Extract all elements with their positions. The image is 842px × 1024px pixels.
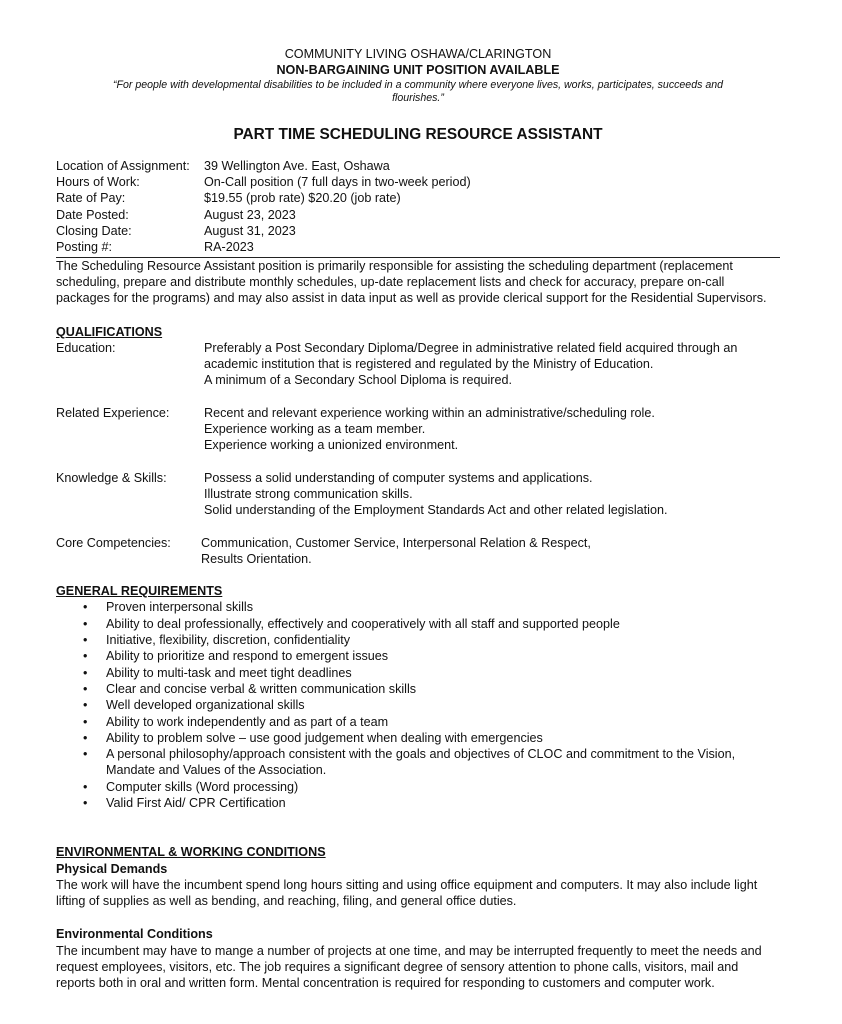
qualification-line: Preferably a Post Secondary Diploma/Degree in administrative related field acquired through an academic institution that is registered and regulated by the Ministry of Education. (204, 340, 738, 372)
list-item-text: Ability to work independently and as part of a team (106, 714, 389, 729)
list-item-text: Ability to problem solve – use good judgement when dealing with emergencies (106, 730, 543, 745)
list-item (56, 730, 780, 746)
qualification-line: Communication, Customer Service, Interpersonal Relation & Respect, Results Orientation. (201, 535, 591, 566)
qualification-line: A minimum of a Secondary School Diploma is required. (204, 373, 512, 388)
qualification-education (56, 340, 780, 389)
list-item-text: Clear and concise verbal & written communication skills (106, 681, 417, 696)
list-item (56, 779, 780, 795)
list-item (56, 616, 780, 632)
qualification-line: Illustrate strong communication skills. (204, 486, 413, 501)
list-item-text: Initiative, flexibility, discretion, confidentiality (106, 633, 351, 648)
list-item (56, 648, 780, 664)
detail-value: RA-2023 (204, 240, 254, 255)
physical-demands-heading: Physical Demands (56, 861, 168, 876)
detail-row (56, 158, 780, 174)
qualification-value (201, 535, 631, 568)
environmental-heading: ENVIRONMENTAL & WORKING CONDITIONS (56, 845, 326, 860)
detail-value: 39 Wellington Ave. East, Oshawa (204, 158, 390, 173)
list-item (56, 714, 780, 730)
physical-demands-text: The work will have the incumbent spend long hours sitting and using office equipment and computers. It may also include light lifting of supplies as well as bending, and reaching, filing, and general office duties. (56, 877, 758, 909)
org-name: COMMUNITY LIVING OSHAWA/CLARINGTON (284, 47, 552, 61)
motto (56, 79, 780, 105)
bullet-icon: • (83, 730, 88, 745)
qualification-value (204, 405, 780, 454)
list-item-text: Valid First Aid/ CPR Certification (106, 795, 286, 810)
qualification-line: Solid understanding of the Employment Standards Act and other related legislation. (204, 503, 668, 518)
list-item (56, 632, 780, 648)
bullet-icon: • (83, 633, 88, 648)
qualification-line: Recent and relevant experience working within an administrative/scheduling role. (204, 405, 655, 420)
bullet-icon: • (83, 795, 88, 810)
qualifications-heading: QUALIFICATIONS (56, 324, 163, 339)
motto-line-2: flourishes.” (392, 91, 444, 104)
bullet-icon: • (83, 747, 88, 762)
environmental-conditions-heading: Environmental Conditions (56, 927, 213, 942)
list-item-text: Ability to prioritize and respond to emergent issues (106, 649, 389, 664)
detail-row (56, 239, 780, 255)
qualification-knowledge-skills (56, 470, 780, 519)
bullet-icon: • (83, 600, 88, 615)
bullet-icon: • (83, 681, 88, 696)
list-item (56, 746, 780, 779)
qualification-line: Experience working a unionized environment. (204, 438, 459, 453)
detail-label: Rate of Pay: (56, 191, 126, 206)
list-item (56, 681, 780, 697)
qualification-label: Related Experience: (56, 405, 170, 420)
detail-row (56, 223, 780, 239)
bullet-icon: • (83, 665, 88, 680)
bullet-icon: • (83, 779, 88, 794)
detail-row (56, 174, 780, 190)
detail-label: Closing Date: (56, 224, 132, 239)
bullet-icon: • (83, 616, 88, 631)
detail-row (56, 207, 780, 223)
bullet-icon: • (83, 714, 88, 729)
list-item (56, 599, 780, 615)
list-item-text: Ability to multi-task and meet tight deadlines (106, 665, 352, 680)
qualification-label: Core Competencies: (56, 535, 171, 550)
qualification-label: Knowledge & Skills: (56, 470, 167, 485)
job-posting-page (56, 46, 780, 992)
job-title: PART TIME SCHEDULING RESOURCE ASSISTANT (233, 125, 603, 143)
motto-line-1: “For people with developmental disabilities to be included in a community where everyone lives, works, participates, succeeds and (112, 78, 724, 91)
detail-value: On-Call position (7 full days in two-week period) (204, 175, 471, 190)
detail-label: Location of Assignment: (56, 158, 190, 173)
detail-label: Posting #: (56, 240, 113, 255)
detail-value: August 31, 2023 (204, 224, 296, 239)
qualification-value (204, 470, 780, 519)
detail-label: Date Posted: (56, 207, 129, 222)
list-item-text: Ability to deal professionally, effectively and cooperatively with all staff and supported people (106, 616, 620, 631)
detail-value: $19.55 (prob rate) $20.20 (job rate) (204, 191, 401, 206)
list-item-text: A personal philosophy/approach consistent with the goals and objectives of CLOC and commitment to the Vision, Mandate and Values of the Association. (106, 747, 736, 778)
requirements-list (56, 599, 780, 811)
position-summary: The Scheduling Resource Assistant position is primarily responsible for assisting the scheduling department (replacement scheduling, prepare and distribute monthly schedules, up-date replacement lists and check for accuracy, prepare on-call packages for the programs) and may also assist in data input as well as provide clerical support for the Residential Supervisors. (56, 258, 767, 306)
list-item-text: Well developed organizational skills (106, 698, 305, 713)
posting-details (56, 158, 780, 256)
detail-label: Hours of Work: (56, 175, 140, 190)
qualification-line: Experience working as a team member. (204, 422, 426, 437)
qualification-value (204, 340, 780, 389)
list-item-text: Computer skills (Word processing) (106, 779, 299, 794)
detail-row (56, 190, 780, 206)
list-item-text: Proven interpersonal skills (106, 600, 253, 615)
environmental-conditions-text: The incumbent may have to mange a number of projects at one time, and may be interrupted frequently to meet the needs and request employees, visitors, etc. The job requires a significant degree of sensory attention to phone calls, visitors, mail and reports both in oral and written form. Mental concentration is required for responding to customers and computer work. (56, 943, 762, 991)
qualification-line: Possess a solid understanding of computer systems and applications. (204, 470, 593, 485)
qualification-related-experience (56, 405, 780, 454)
posting-type: NON-BARGAINING UNIT POSITION AVAILABLE (276, 63, 560, 78)
bullet-icon: • (83, 698, 88, 713)
list-item (56, 665, 780, 681)
qualification-core-competencies (56, 535, 780, 568)
qualification-label: Education: (56, 340, 116, 355)
list-item (56, 795, 780, 811)
bullet-icon: • (83, 649, 88, 664)
general-requirements-heading: GENERAL REQUIREMENTS (56, 584, 223, 599)
detail-value: August 23, 2023 (204, 207, 296, 222)
list-item (56, 697, 780, 713)
